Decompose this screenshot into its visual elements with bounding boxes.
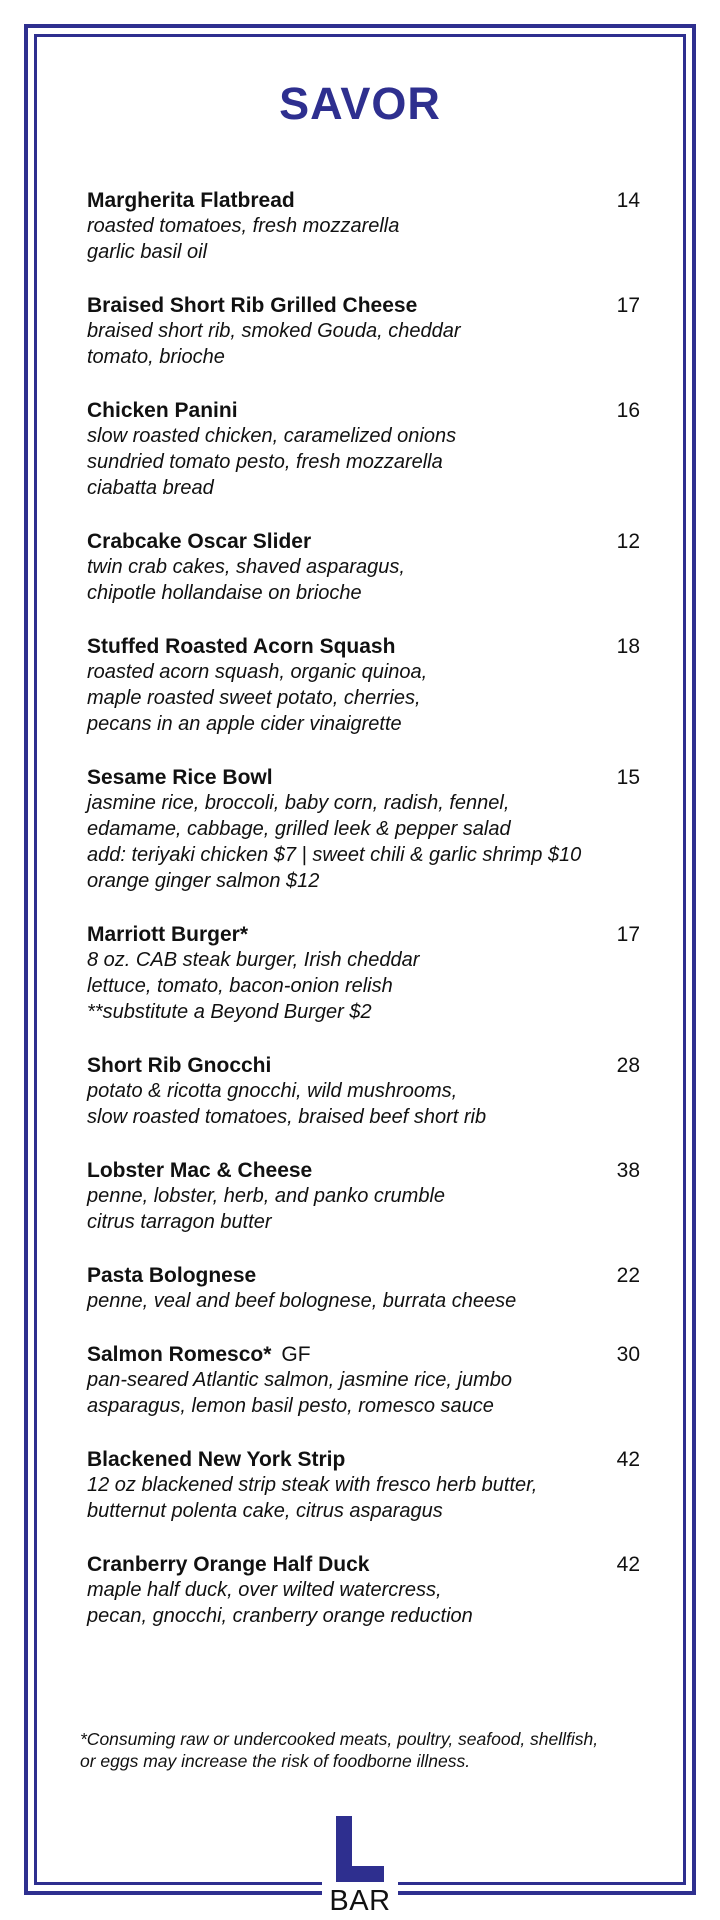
menu-item-name: Pasta Bolognese xyxy=(87,1264,257,1287)
menu-item-price: 42 xyxy=(616,1448,640,1471)
menu-item-header xyxy=(87,1263,640,1288)
menu-item xyxy=(87,293,640,370)
menu-item-description: 12 oz blackened strip steak with fresco herb butter, xyxy=(87,1474,538,1496)
menu-item-name: Short Rib Gnocchi xyxy=(87,1054,272,1077)
menu-item-price: 14 xyxy=(616,189,640,212)
menu-item-price: 22 xyxy=(616,1264,640,1287)
menu-item-name: Margherita Flatbread xyxy=(87,189,295,212)
menu-item-description: ciabatta bread xyxy=(87,477,214,499)
menu-item-description: sundried tomato pesto, fresh mozzarella xyxy=(87,451,443,473)
menu-item-price: 42 xyxy=(616,1553,640,1576)
menu-item-description: roasted acorn squash, organic quinoa, xyxy=(87,661,428,683)
menu-item-description: add: teriyaki chicken $7 | sweet chili & garlic shrimp $10 xyxy=(87,844,582,866)
menu-item-description: pecans in an apple cider vinaigrette xyxy=(87,713,402,735)
l-bar-logo xyxy=(322,1812,398,1920)
menu-item-title xyxy=(87,765,273,790)
menu-item-description: penne, veal and beef bolognese, burrata cheese xyxy=(87,1290,517,1312)
menu-item-name: Braised Short Rib Grilled Cheese xyxy=(87,294,418,317)
menu-item xyxy=(87,1158,640,1235)
menu-item-name: Sesame Rice Bowl xyxy=(87,766,273,789)
menu-item-header xyxy=(87,1158,640,1183)
menu-item-header xyxy=(87,398,640,423)
menu-item-price: 17 xyxy=(616,923,640,946)
menu-item-description: orange ginger salmon $12 xyxy=(87,870,320,892)
menu-item-header xyxy=(87,1053,640,1078)
menu-item-name: Stuffed Roasted Acorn Squash xyxy=(87,635,396,658)
footnote-line: *Consuming raw or undercooked meats, poultry, seafood, shellfish, xyxy=(80,1729,599,1749)
menu-item-header xyxy=(87,765,640,790)
menu-item-description: roasted tomatoes, fresh mozzarella xyxy=(87,215,400,237)
menu-item xyxy=(87,1447,640,1524)
menu-item-header xyxy=(87,922,640,947)
menu-item-description: citrus tarragon butter xyxy=(87,1211,272,1233)
menu-item-price: 28 xyxy=(616,1054,640,1077)
menu-list xyxy=(87,188,640,1657)
menu-item-title xyxy=(87,634,395,659)
menu-item-name: Blackened New York Strip xyxy=(87,1448,346,1471)
menu-item-description: maple half duck, over wilted watercress, xyxy=(87,1579,442,1601)
menu-item-title xyxy=(87,293,417,318)
menu-item xyxy=(87,634,640,737)
menu-item-price: 12 xyxy=(616,530,640,553)
menu-item-header xyxy=(87,1552,640,1577)
menu-item-description: pecan, gnocchi, cranberry orange reduction xyxy=(87,1605,473,1627)
logo-text: BAR xyxy=(329,1885,391,1917)
menu-item-title xyxy=(87,188,295,213)
menu-item-description: twin crab cakes, shaved asparagus, xyxy=(87,556,405,578)
menu-item xyxy=(87,398,640,501)
menu-item-title xyxy=(87,1263,256,1288)
logo-l-mark xyxy=(336,1816,384,1882)
menu-title: SAVOR xyxy=(279,78,441,129)
menu-item-description: slow roasted tomatoes, braised beef short rib xyxy=(87,1106,487,1128)
menu-item-title xyxy=(87,1158,312,1183)
menu-item-description: penne, lobster, herb, and panko crumble xyxy=(87,1185,446,1207)
footnote-line: or eggs may increase the risk of foodborne illness. xyxy=(80,1751,471,1771)
menu-item-description: asparagus, lemon basil pesto, romesco sauce xyxy=(87,1395,494,1417)
menu-item-description: potato & ricotta gnocchi, wild mushrooms, xyxy=(87,1080,458,1102)
menu-item-price: 15 xyxy=(616,766,640,789)
menu-item-description: edamame, cabbage, grilled leek & pepper salad xyxy=(87,818,511,840)
menu-item-title xyxy=(87,1552,369,1577)
menu-item-description: tomato, brioche xyxy=(87,346,225,368)
menu-item-title xyxy=(87,529,311,554)
menu-item-title xyxy=(87,1447,345,1472)
menu-item xyxy=(87,1263,640,1314)
menu-item-name: Crabcake Oscar Slider xyxy=(87,530,312,553)
menu-item-title xyxy=(87,922,248,947)
menu-item xyxy=(87,188,640,265)
menu-item-description: **substitute a Beyond Burger $2 xyxy=(87,1001,372,1023)
menu-item-description: jasmine rice, broccoli, baby corn, radish, fennel, xyxy=(87,792,510,814)
menu-item xyxy=(87,1552,640,1629)
menu-item xyxy=(87,765,640,894)
menu-item xyxy=(87,1053,640,1130)
menu-item-price: 18 xyxy=(616,635,640,658)
menu-item-header xyxy=(87,529,640,554)
menu-item-price: 30 xyxy=(616,1343,640,1366)
menu-item-description: lettuce, tomato, bacon-onion relish xyxy=(87,975,393,997)
menu-item-name: Salmon Romesco* xyxy=(87,1343,272,1366)
menu-item-description: maple roasted sweet potato, cherries, xyxy=(87,687,421,709)
menu-item-description: chipotle hollandaise on brioche xyxy=(87,582,362,604)
menu-item-description: slow roasted chicken, caramelized onions xyxy=(87,425,457,447)
menu-item-description: braised short rib, smoked Gouda, cheddar xyxy=(87,320,461,342)
menu-item-title xyxy=(87,1342,311,1367)
menu-item-description: garlic basil oil xyxy=(87,241,208,263)
dietary-tag: GF xyxy=(281,1343,311,1366)
menu-item xyxy=(87,529,640,606)
footnote xyxy=(80,1728,660,1772)
menu-item-header xyxy=(87,1342,640,1367)
menu-item-name: Marriott Burger* xyxy=(87,923,249,946)
menu-item-header xyxy=(87,293,640,318)
menu-item-description: 8 oz. CAB steak burger, Irish cheddar xyxy=(87,949,420,971)
menu-item-name: Cranberry Orange Half Duck xyxy=(87,1553,370,1576)
menu-item-description: pan-seared Atlantic salmon, jasmine rice, jumbo xyxy=(87,1369,513,1391)
menu-item-header xyxy=(87,1447,640,1472)
menu-item-description: butternut polenta cake, citrus asparagus xyxy=(87,1500,443,1522)
menu-item-title xyxy=(87,398,238,423)
menu-item xyxy=(87,1342,640,1419)
menu-item-title xyxy=(87,1053,271,1078)
menu-item-price: 38 xyxy=(616,1159,640,1182)
menu-item-name: Chicken Panini xyxy=(87,399,238,422)
menu-item-price: 17 xyxy=(616,294,640,317)
menu-item-name: Lobster Mac & Cheese xyxy=(87,1159,313,1182)
menu-item-price: 16 xyxy=(616,399,640,422)
menu-item-header xyxy=(87,634,640,659)
menu-item xyxy=(87,922,640,1025)
menu-item-header xyxy=(87,188,640,213)
